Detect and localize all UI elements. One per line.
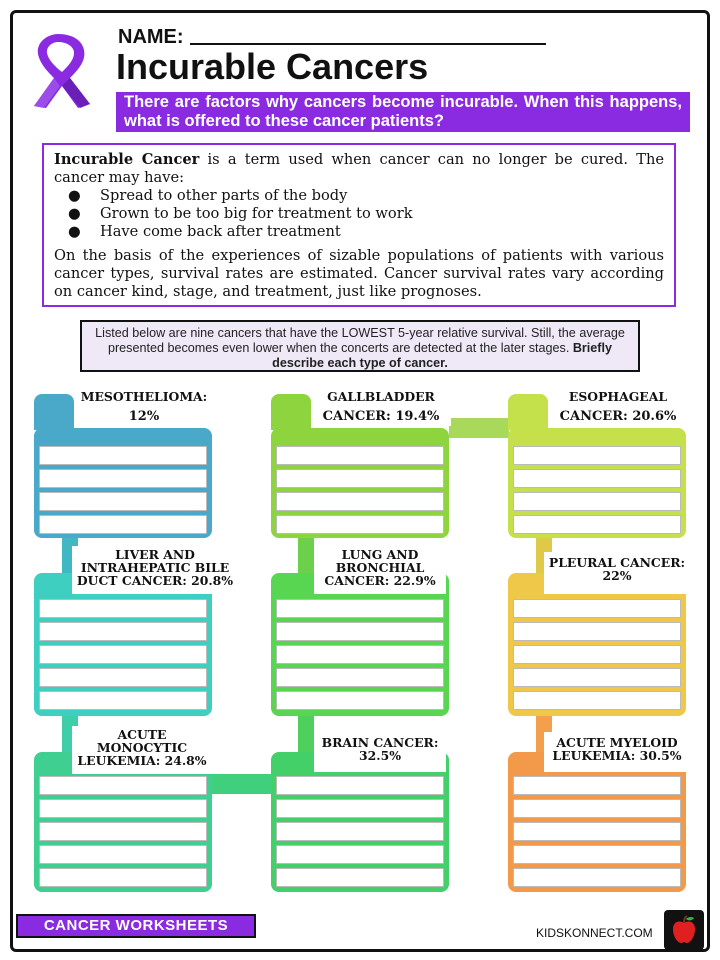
banner-question: There are factors why cancers become incurable. When this happens, what is offered to these cancer patients? — [116, 92, 690, 132]
card-title-area — [544, 552, 690, 594]
answer-line[interactable] — [513, 845, 681, 864]
connector — [298, 716, 314, 752]
answer-line[interactable] — [513, 645, 681, 664]
answer-line[interactable] — [276, 492, 444, 511]
answer-line[interactable] — [39, 622, 207, 641]
task-bold: Briefly describe each type of cancer. — [272, 341, 613, 370]
answer-line[interactable] — [276, 822, 444, 841]
answer-line[interactable] — [513, 599, 681, 618]
card-brain — [271, 752, 449, 892]
name-label: NAME: — [118, 26, 184, 48]
answer-line[interactable] — [513, 822, 681, 841]
answer-line[interactable] — [39, 515, 207, 534]
card-rate: 22% — [602, 568, 632, 583]
answer-line[interactable] — [39, 691, 207, 710]
answer-line[interactable] — [276, 799, 444, 818]
answer-line[interactable] — [276, 691, 444, 710]
card-rate: DUCT CANCER: 20.8% — [76, 573, 234, 588]
answer-line[interactable] — [513, 776, 681, 795]
card-title-area — [311, 388, 451, 426]
answer-line[interactable] — [276, 515, 444, 534]
card-title: ACUTE MONOCYTIC — [96, 727, 188, 755]
intro-definition — [54, 151, 664, 187]
awareness-ribbon-icon — [28, 28, 110, 112]
card-tab — [34, 394, 74, 430]
footer-site[interactable]: KIDSKONNECT.COM — [536, 926, 653, 940]
list-item: ● Grown to be too big for treatment to work — [68, 205, 413, 222]
answer-line[interactable] — [276, 868, 444, 887]
answer-line[interactable] — [276, 845, 444, 864]
answer-line[interactable] — [513, 668, 681, 687]
answer-line[interactable] — [39, 446, 207, 465]
answer-line[interactable] — [513, 622, 681, 641]
footer-label: CANCER WORKSHEETS — [16, 914, 256, 938]
card-rate: 32.5% — [359, 748, 401, 763]
answer-line[interactable] — [39, 668, 207, 687]
answer-line[interactable] — [276, 645, 444, 664]
card-rate: CANCER: 22.9% — [324, 573, 436, 588]
card-rate: LEUKEMIA: 24.8% — [77, 753, 207, 768]
card-esophageal — [508, 428, 686, 538]
answer-line[interactable] — [39, 469, 207, 488]
card-gallbladder — [271, 428, 449, 538]
connector — [298, 537, 314, 573]
answer-line[interactable] — [276, 776, 444, 795]
card-title: ACUTE MYELOID — [556, 735, 678, 750]
bullet-icon: ● — [68, 205, 81, 222]
card-title: MESOTHELIOMA: — [80, 389, 208, 404]
card-rate: 12% — [128, 409, 160, 424]
name-underline — [190, 43, 546, 45]
task-instructions: Listed below are nine cancers that have the LOWEST 5-year relative survival. Still, the average presented becomes even lower when the concerts are detected at the later stages. Briefly describe each type of cancer. — [80, 320, 640, 372]
card-liver-bile-duct — [34, 573, 212, 716]
card-title-area — [72, 546, 238, 594]
list-item: ● Spread to other parts of the body — [68, 187, 348, 204]
answer-line[interactable] — [276, 469, 444, 488]
card-tab — [271, 394, 311, 430]
answer-line[interactable] — [513, 691, 681, 710]
card-rate: LEUKEMIA: 30.5% — [552, 748, 682, 763]
answer-line[interactable] — [276, 668, 444, 687]
answer-line[interactable] — [513, 446, 681, 465]
card-title: LUNG AND BRONCHIAL — [335, 547, 425, 575]
connector — [212, 774, 272, 794]
card-title: GALLBLADDER — [327, 389, 435, 404]
answer-line[interactable] — [513, 515, 681, 534]
intro-definition-text: is a term used when cancer can no longer be cured. The cancer may have: — [54, 151, 665, 186]
answer-line[interactable] — [513, 492, 681, 511]
answer-line[interactable] — [39, 599, 207, 618]
card-title-area — [548, 388, 688, 426]
card-title: LIVER AND INTRAHEPATIC BILE — [80, 547, 230, 575]
answer-line[interactable] — [39, 845, 207, 864]
connector — [449, 418, 509, 438]
page-title: Incurable Cancers — [116, 46, 429, 87]
card-title: ESOPHAGEAL — [568, 389, 668, 404]
card-title: BRAIN CANCER: — [321, 735, 439, 750]
answer-line[interactable] — [276, 599, 444, 618]
answer-line[interactable] — [39, 492, 207, 511]
answer-line[interactable] — [513, 868, 681, 887]
card-title-area — [544, 732, 690, 772]
card-title-area — [314, 546, 446, 594]
card-mesothelioma — [34, 428, 212, 538]
intro-paragraph: On the basis of the experiences of sizable populations of patients with various cancer types, survival rates are estimated. Cancer survival rates vary according on cancer kind, stage, and treatment, just like prognoses. — [54, 247, 664, 300]
intro-box — [42, 143, 676, 307]
card-title-area — [72, 726, 212, 774]
card-rate: CANCER: 20.6% — [559, 409, 677, 424]
card-title-area — [74, 388, 214, 426]
answer-line[interactable] — [39, 868, 207, 887]
answer-line[interactable] — [276, 622, 444, 641]
card-pleural — [508, 573, 686, 716]
card-title: PLEURAL CANCER: — [548, 555, 686, 570]
logo-box — [664, 910, 704, 950]
card-title-area — [314, 732, 446, 772]
card-rate: CANCER: 19.4% — [322, 409, 440, 424]
list-item: ● Have come back after treatment — [68, 223, 341, 240]
answer-line[interactable] — [513, 799, 681, 818]
intro-bullets — [54, 187, 664, 241]
card-tab — [508, 394, 548, 430]
apple-icon — [664, 910, 704, 950]
answer-line[interactable] — [276, 446, 444, 465]
bullet-icon: ● — [68, 187, 81, 204]
card-lung-bronchial — [271, 573, 449, 716]
intro-term: Incurable Cancer — [54, 151, 200, 168]
answer-line[interactable] — [39, 645, 207, 664]
answer-line[interactable] — [513, 469, 681, 488]
answer-line[interactable] — [39, 822, 207, 841]
bullet-icon: ● — [68, 223, 81, 240]
card-acute-myeloid — [508, 752, 686, 892]
answer-line[interactable] — [39, 776, 207, 795]
answer-line[interactable] — [39, 799, 207, 818]
